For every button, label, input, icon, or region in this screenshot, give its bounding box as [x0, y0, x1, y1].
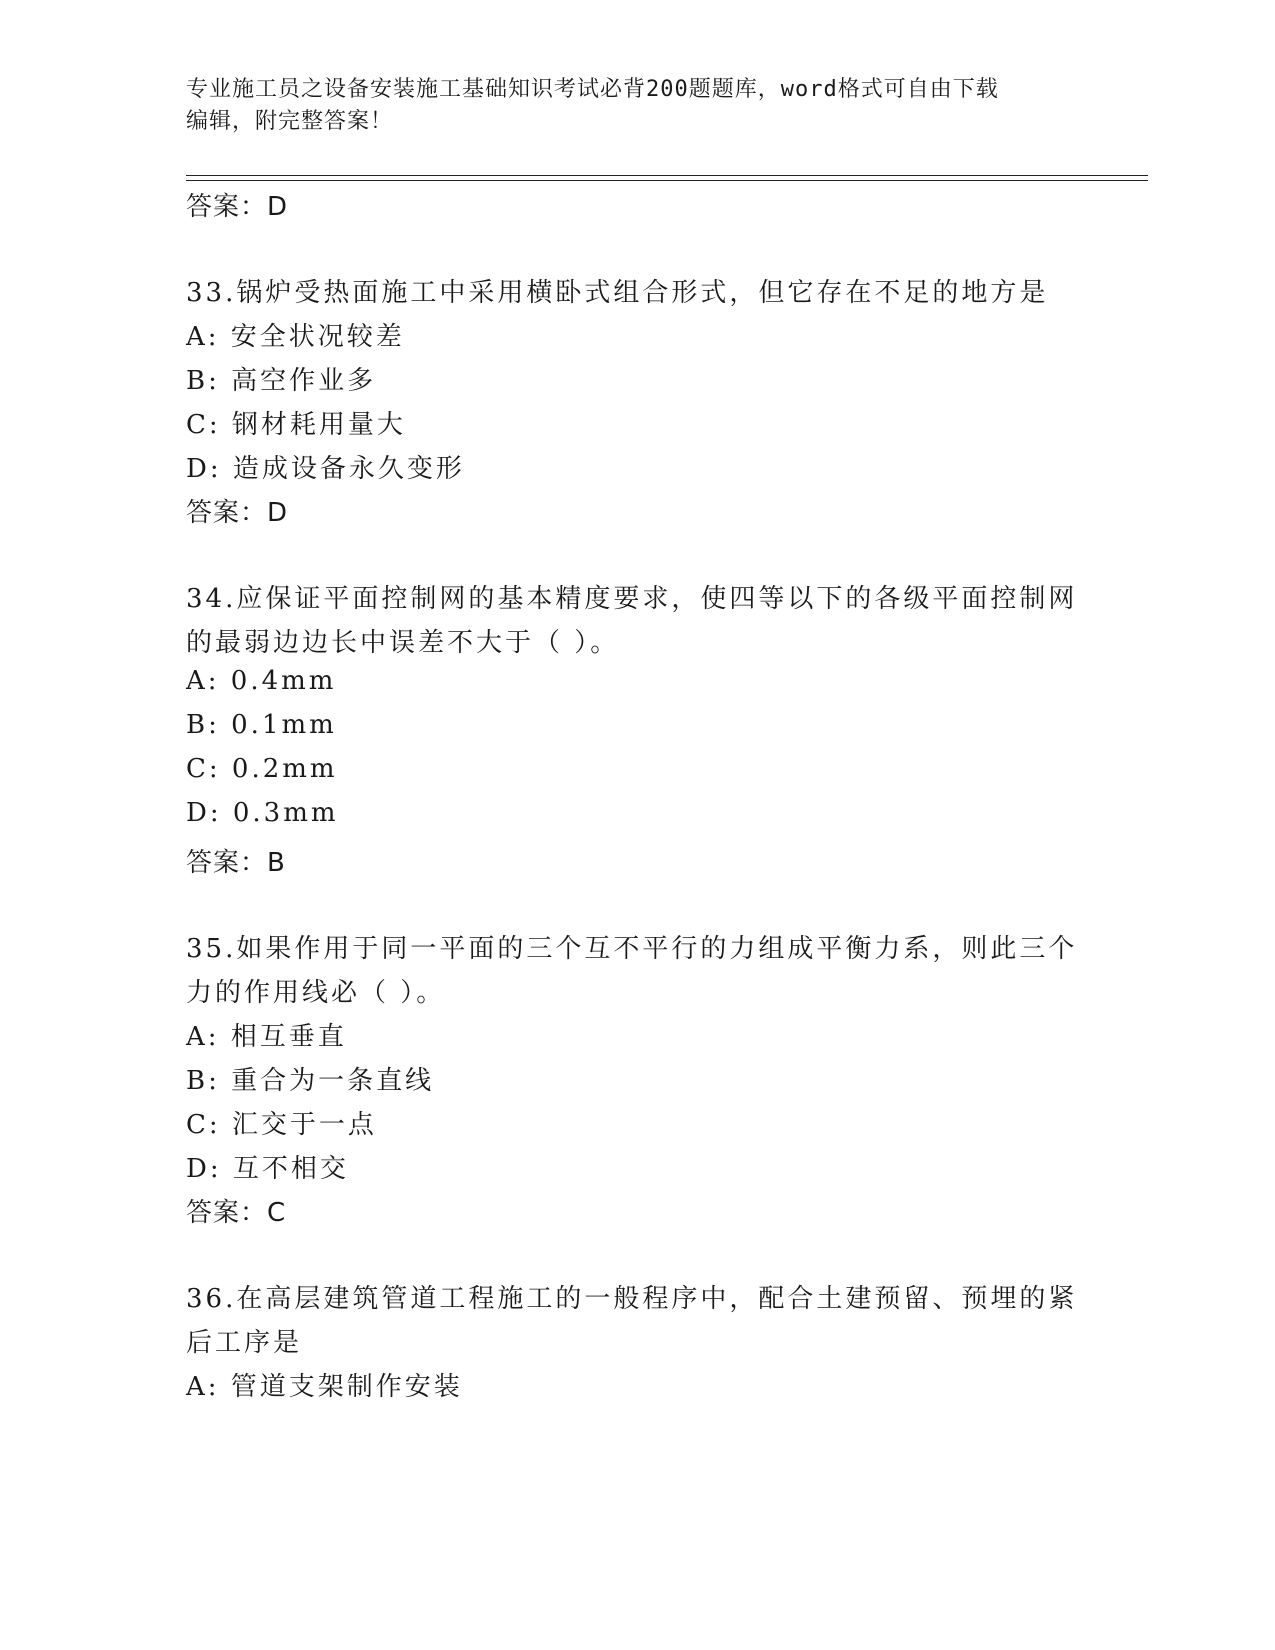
question-35-option-a: A: 相互垂直: [186, 1022, 347, 1052]
question-33-option-b: B: 高空作业多: [186, 366, 377, 396]
question-35-text-line-2: 力的作用线必（ ）。: [186, 978, 446, 1008]
question-35-text-line-1: 35.如果作用于同一平面的三个互不平行的力组成平衡力系，则此三个: [186, 934, 1078, 964]
document-header: [186, 74, 1066, 138]
header-divider-bottom: [186, 180, 1148, 181]
question-35-option-c: C: 汇交于一点: [186, 1110, 377, 1140]
question-34-answer: 答案：B: [186, 848, 286, 878]
question-33-option-d: D: 造成设备永久变形: [186, 454, 465, 484]
header-title-line-2: 编辑，附完整答案！: [186, 109, 394, 134]
header-divider-top: [186, 175, 1148, 176]
question-34-option-b: B: 0.1mm: [186, 710, 337, 740]
question-34-option-d: D: 0.3mm: [186, 798, 339, 828]
question-36-text-line-2: 后工序是: [186, 1328, 303, 1358]
question-36-text-line-1: 36.在高层建筑管道工程施工的一般程序中，配合土建预留、预埋的紧: [186, 1284, 1078, 1314]
question-33-answer: 答案：D: [186, 498, 289, 528]
question-34-text-line-1: 34.应保证平面控制网的基本精度要求，使四等以下的各级平面控制网: [186, 584, 1078, 614]
question-34-option-c: C: 0.2mm: [186, 754, 338, 784]
question-33-text: 33.锅炉受热面施工中采用横卧式组合形式，但它存在不足的地方是: [186, 278, 1049, 308]
question-33-option-a: A: 安全状况较差: [186, 322, 405, 352]
question-33-option-c: C: 钢材耗用量大: [186, 410, 406, 440]
question-34-text-line-2: 的最弱边边长中误差不大于（ ）。: [186, 628, 620, 658]
question-35-option-d: D: 互不相交: [186, 1154, 349, 1184]
header-title-line-1: 专业施工员之设备安装施工基础知识考试必背200题题库，word格式可自由下载: [186, 77, 999, 102]
question-35-option-b: B: 重合为一条直线: [186, 1066, 435, 1096]
question-36-option-a: A: 管道支架制作安装: [186, 1372, 463, 1402]
previous-answer: 答案：D: [186, 192, 289, 222]
question-35-answer: 答案：C: [186, 1198, 287, 1228]
question-34-option-a: A: 0.4mm: [186, 666, 337, 696]
